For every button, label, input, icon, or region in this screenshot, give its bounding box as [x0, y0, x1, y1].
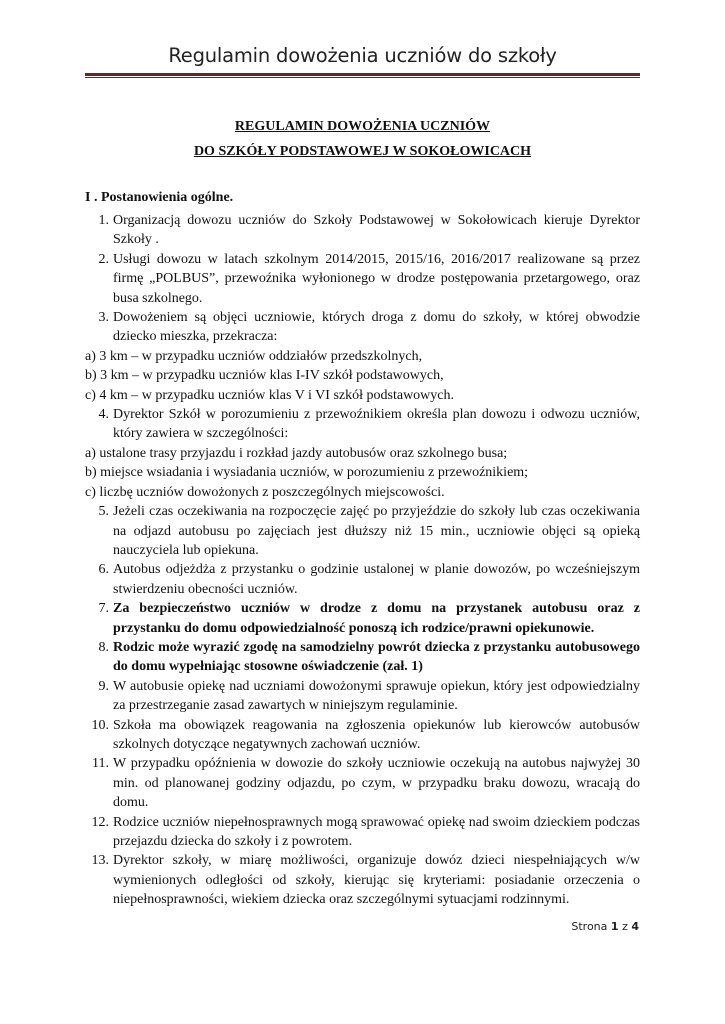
list-number: 3.: [98, 310, 109, 326]
list-item: [85, 250, 640, 308]
list-item: [85, 211, 640, 250]
sub-item: a) ustalone trasy przyjazdu i rozkład jazdy autobusów oraz szkolnego busa;: [85, 445, 508, 461]
page-separator: z: [622, 920, 628, 933]
list-item: [85, 405, 640, 444]
list-text: Autobus odjeżdża z przystanku o godzinie ustalonej w planie dowozów, po wcześniejszym stwierdzeniu obecności uczniów.: [113, 562, 640, 597]
sub-item: c) 4 km – w przypadku uczniów klas V i VI szkół podstawowych.: [85, 387, 454, 403]
list-text: Za bezpieczeństwo uczniów w drodze z domu na przystanek autobusu oraz z przystanku do domu odpowiedzialność ponoszą ich rodzice/prawni opiekunowie.: [113, 601, 640, 636]
list-number: 11.: [92, 756, 109, 772]
list-number: 4.: [98, 407, 109, 423]
header-rule-thick: [85, 73, 640, 76]
list-item: [85, 502, 640, 560]
list-text: Organizacją dowozu uczniów do Szkoły Podstawowej w Sokołowicach kieruje Dyrektor Szkoły .: [113, 213, 640, 248]
regulation-body: [85, 211, 640, 910]
page-footer: [571, 920, 639, 933]
list-item: [85, 754, 640, 812]
page-label: Strona: [571, 920, 608, 933]
list-number: 2.: [98, 251, 109, 267]
list-text: W przypadku opóźnienia w dowozie do szkoły uczniowie oczekują na autobus najwyżej 30 min. od planowanej godziny odjazdu, po czym, w przypadku braku dowozu, wracają do domu.: [113, 756, 640, 811]
document-title-line2: DO SZKÓŁY PODSTAWOWEJ W SOKOŁOWICACH: [193, 144, 532, 159]
list-number: 10.: [91, 717, 109, 733]
list-item: [85, 599, 640, 638]
sub-item: b) miejsce wsiadania i wysiadania uczniów, w porozumieniu z przewoźnikiem;: [85, 465, 529, 481]
list-item: [85, 677, 640, 716]
list-text: W autobusie opiekę nad uczniami dowożonymi sprawuje opiekun, który jest odpowiedzialny za przestrzeganie zasad zawartych w niniejszym regulaminie.: [113, 678, 640, 714]
list-number: 13.: [91, 853, 109, 869]
list-number: 12.: [91, 814, 109, 830]
list-number: 7.: [98, 601, 109, 617]
list-text: Jeżeli czas oczekiwania na rozpoczęcie zajęć po przyjeździe do szkoły lub czas oczekiwania na odjazd autobusu po zajęciach jest dłuższy niż 15 min., uczniowie objęci są opieką nauczyciela lub opiekuna.: [113, 504, 640, 558]
list-text: Rodzic może wyrazić zgodę na samodzielny powrót dziecka z przystanku autobusowego do domu wypełniając stosowne oświadczenie (zał. 1): [113, 639, 640, 675]
page-current: 1: [610, 920, 619, 933]
list-text: Usługi dowozu w latach szkolnym 2014/2015, 2015/16, 2016/2017 realizowane są przez firmę „POLBUS”, przewoźnika wyłonionego w drodze postępowania przetargowego, oraz busa szkolnego.: [113, 251, 640, 306]
section-heading: I . Postanowienia ogólne.: [85, 190, 234, 205]
header-rule-thin: [85, 77, 640, 78]
list-number: 9.: [98, 678, 109, 694]
sub-item: b) 3 km – w przypadku uczniów klas I-IV szkół podstawowych,: [85, 368, 444, 384]
page-header-title: Regulamin dowożenia uczniów do szkoły: [168, 44, 557, 67]
list-text: Dyrektor Szkół w porozumieniu z przewoźnikiem określa plan dowozu i odwozu uczniów, który zawiera w szczególności:: [113, 407, 640, 442]
list-item: [85, 638, 640, 677]
list-text: Rodzice uczniów niepełnosprawnych mogą sprawować opiekę nad swoim dzieckiem podczas przejazdu dziecka do szkoły i z powrotem.: [113, 814, 640, 849]
list-text: Dowożeniem są objęci uczniowie, których droga z domu do szkoły, w której obwodzie dziecko mieszka, przekracza:: [113, 310, 640, 345]
list-number: 6.: [98, 562, 109, 578]
list-item: [85, 813, 640, 852]
list-item: [85, 851, 640, 909]
sub-item: c) liczbę uczniów dowożonych z poszczególnych miejscowości.: [85, 484, 445, 500]
list-text: Dyrektor szkoły, w miarę możliwości, organizuje dowóz dzieci niespełniających w/w wymienionych odległości od szkoły, kierując się kryteriami: posiadanie orzeczenia o niepełnosprawności, wiekiem dziecka oraz szczególnymi sytuacjami rodzinnymi.: [113, 853, 640, 908]
list-item: [85, 716, 640, 755]
list-number: 1.: [98, 213, 109, 228]
document-title-line1: REGULAMIN DOWOŻENIA UCZNIÓW: [234, 119, 491, 134]
list-number: 8.: [98, 639, 109, 655]
list-item: [85, 308, 640, 347]
list-number: 5.: [98, 504, 109, 520]
list-text: Szkoła ma obowiązek reagowania na zgłoszenia opiekunów lub kierowców autobusów szkolnych dotyczące negatywnych zachowań uczniów.: [113, 717, 640, 752]
sub-item: a) 3 km – w przypadku uczniów oddziałów przedszkolnych,: [85, 348, 423, 364]
list-item: [85, 560, 640, 599]
page-total: 4: [631, 920, 639, 933]
